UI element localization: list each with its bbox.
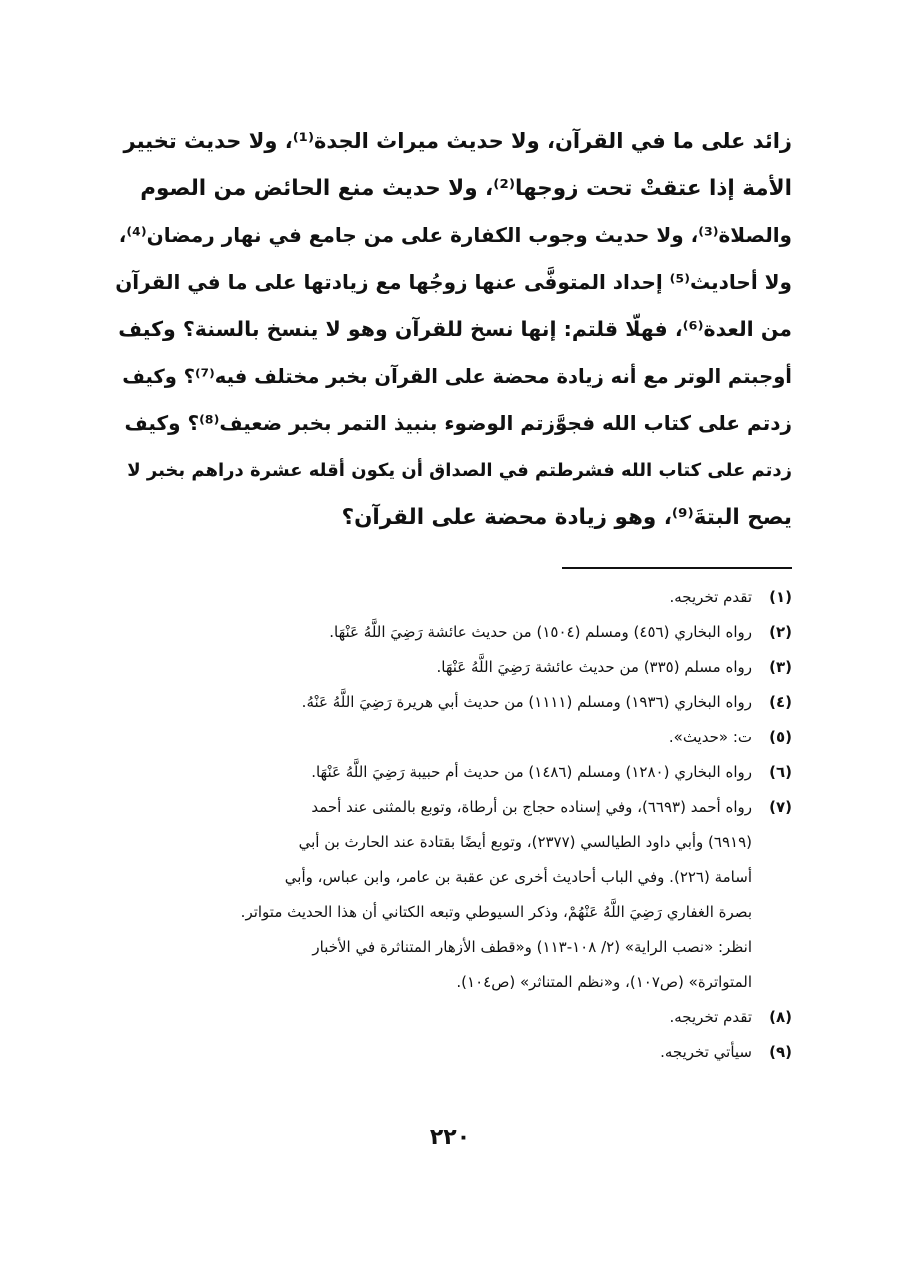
footnote-3 bbox=[112, 650, 792, 685]
footnote-8 bbox=[112, 1000, 792, 1035]
footnote-9 bbox=[112, 1035, 792, 1070]
footnote-5 bbox=[112, 720, 792, 755]
footnote-line: رواه البخاري (٤٥٦) ومسلم (١٥٠٤) من حديث عائشة رَضِيَ اللَّهُ عَنْهَا. bbox=[329, 623, 752, 641]
footnote-line: رواه مسلم (٣٣٥) من حديث عائشة رَضِيَ اللَّهُ عَنْهَا. bbox=[436, 658, 752, 676]
main-text-line: من العدة⁽⁶⁾، فهلّا قلتم: إنها نسخ للقرآن وهو لا ينسخ بالسنة؟ وكيف bbox=[118, 317, 792, 341]
main-text-line: يصح البتةَ⁽⁹⁾، وهو زيادة محضة على القرآن؟ bbox=[341, 505, 792, 530]
footnote-7 bbox=[112, 790, 792, 1000]
footnote-text bbox=[112, 615, 752, 650]
main-text-line: زائد على ما في القرآن، ولا حديث ميراث الجدة⁽¹⁾، ولا حديث تخيير bbox=[123, 129, 792, 153]
footnote-number: (٥) bbox=[769, 728, 792, 746]
footnote-number: (٢) bbox=[769, 623, 792, 641]
footnote-number: (٨) bbox=[769, 1008, 792, 1026]
footnote-4 bbox=[112, 685, 792, 720]
footnote-divider bbox=[562, 567, 792, 569]
footnote-line: انظر: «نصب الراية» (٢/ ١٠٨-١١٣) و«قطف الأزهار المتناثرة في الأخبار bbox=[312, 938, 752, 956]
main-text-line: أوجبتم الوتر مع أنه زيادة محضة على القرآن بخبر مختلف فيه⁽⁷⁾؟ وكيف bbox=[122, 365, 792, 388]
footnote-text bbox=[112, 755, 752, 790]
footnote-text bbox=[112, 790, 752, 1000]
footnote-2 bbox=[112, 615, 792, 650]
main-text-line: زدتم على كتاب الله فجوَّزتم الوضوء بنبيذ التمر بخبر ضعيف⁽⁸⁾؟ وكيف bbox=[124, 411, 792, 435]
main-text-line: زدتم على كتاب الله فشرطتم في الصداق أن يكون أقله عشرة دراهم بخبر لا bbox=[127, 460, 792, 481]
footnote-1 bbox=[112, 580, 792, 615]
footnote-number: (٦) bbox=[769, 763, 792, 781]
footnotes bbox=[112, 580, 792, 1070]
footnote-line: تقدم تخريجه. bbox=[669, 1008, 752, 1026]
footnote-text bbox=[112, 1035, 752, 1070]
footnote-line: سيأتي تخريجه. bbox=[660, 1043, 752, 1061]
footnote-text bbox=[112, 580, 752, 615]
main-text-line: والصلاة⁽³⁾، ولا حديث وجوب الكفارة على من جامع في نهار رمضان⁽⁴⁾، bbox=[118, 223, 792, 247]
footnote-line: رواه البخاري (١٩٣٦) ومسلم (١١١١) من حديث أبي هريرة رَضِيَ اللَّهُ عَنْهُ. bbox=[301, 693, 752, 711]
main-text bbox=[112, 118, 792, 541]
footnote-text bbox=[112, 1000, 752, 1035]
main-text-line: الأمة إذا عتقتْ تحت زوجها⁽²⁾، ولا حديث منع الحائض من الصوم bbox=[140, 176, 792, 201]
footnote-line: رواه أحمد (٦٦٩٣)، وفي إسناده حجاج بن أرطاة، وتوبع بالمثنى عند أحمد bbox=[311, 798, 752, 816]
footnote-number: (١) bbox=[769, 588, 792, 606]
footnote-text bbox=[112, 650, 752, 685]
footnote-line: أسامة (٢٢٦). وفي الباب أحاديث أخرى عن عقبة بن عامر، وابن عباس، وأبي bbox=[284, 868, 752, 886]
footnote-line: ت: «حديث». bbox=[668, 728, 752, 746]
footnote-line: المتواترة» (ص١٠٧)، و«نظم المتناثر» (ص١٠٤). bbox=[456, 973, 752, 991]
footnote-number: (٧) bbox=[769, 798, 792, 816]
footnote-text bbox=[112, 685, 752, 720]
main-text-line: ولا أحاديث⁽⁵⁾ إحداد المتوفَّى عنها زوجُها مع زيادتها على ما في القرآن bbox=[115, 270, 792, 294]
footnote-line: تقدم تخريجه. bbox=[669, 588, 752, 606]
footnote-number: (٤) bbox=[769, 693, 792, 711]
footnote-line: رواه البخاري (١٢٨٠) ومسلم (١٤٨٦) من حديث أم حبيبة رَضِيَ اللَّهُ عَنْهَا. bbox=[311, 763, 752, 781]
footnote-number: (٣) bbox=[769, 658, 792, 676]
footnote-text bbox=[112, 720, 752, 755]
footnote-line: بصرة الغفاري رَضِيَ اللَّهُ عَنْهُمْ، وذكر السيوطي وتبعه الكتاني أن هذا الحديث متواتر. bbox=[240, 903, 752, 921]
footnote-line: (٦٩١٩) وأبي داود الطيالسي (٢٣٧٧)، وتوبع أيضًا بقتادة عند الحارث بن أبي bbox=[298, 833, 752, 851]
page-number: ٢٢٠ bbox=[429, 1125, 471, 1150]
footnote-number: (٩) bbox=[769, 1043, 792, 1061]
footnote-6 bbox=[112, 755, 792, 790]
